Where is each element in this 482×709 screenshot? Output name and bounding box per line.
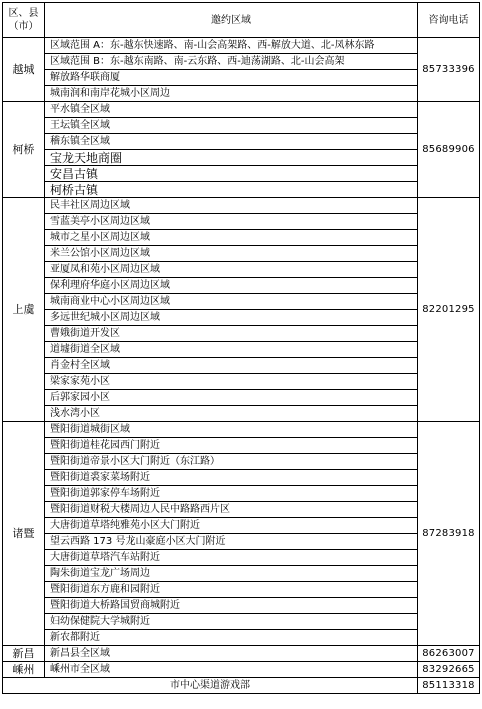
- area-cell: 道墟街道全区域: [45, 342, 418, 358]
- area-cell: 安昌古镇: [45, 166, 418, 182]
- area-cell: 亚厦凤和苑小区周边区域: [45, 262, 418, 278]
- footer-label: 市中心渠道游戏部: [3, 678, 418, 694]
- county-cell: 诸暨: [3, 422, 45, 646]
- phone-cell: 82201295: [418, 198, 480, 422]
- phone-cell: 83292665: [418, 662, 480, 678]
- area-cell: 肖金村全区域: [45, 358, 418, 374]
- area-cell: 曹娥街道开发区: [45, 326, 418, 342]
- area-cell: 城南润和南岸花城小区周边: [45, 86, 418, 102]
- area-cell: 宝龙天地商圈: [45, 150, 418, 166]
- area-cell: 大唐街道草塔纯雅苑小区大门附近: [45, 518, 418, 534]
- header-county-line1: 区、县: [8, 8, 39, 19]
- area-cell: 柯桥古镇: [45, 182, 418, 198]
- area-cell: 暨阳街道帝景小区大门附近（东江路）: [45, 454, 418, 470]
- footer-phone: 85113318: [418, 678, 480, 694]
- table-row: [3, 598, 480, 614]
- table-row: [3, 662, 480, 678]
- area-cell: 民丰社区周边区域: [45, 198, 418, 214]
- table-row: [3, 406, 480, 422]
- area-cell: 解放路华联商厦: [45, 70, 418, 86]
- area-cell: 米兰公馆小区周边区域: [45, 246, 418, 262]
- area-cell: 暨阳街道大桥路国贸商城附近: [45, 598, 418, 614]
- table-row: [3, 294, 480, 310]
- table-row: [3, 502, 480, 518]
- area-cell: 新昌县全区域: [45, 646, 418, 662]
- table-row: [3, 262, 480, 278]
- area-cell: 新农都附近: [45, 630, 418, 646]
- phone-cell: 85689906: [418, 102, 480, 198]
- table-row: [3, 102, 480, 118]
- county-cell: 新昌: [3, 646, 45, 662]
- area-cell: 暨阳街道郭家停车场附近: [45, 486, 418, 502]
- area-cell: 王坛镇全区域: [45, 118, 418, 134]
- table-body: [3, 38, 480, 678]
- table-row: [3, 390, 480, 406]
- table-row: [3, 230, 480, 246]
- header-phone: 咨询电话: [418, 3, 480, 38]
- table-row: [3, 342, 480, 358]
- area-cell: 望云西路 173 号龙山豪庭小区大门附近: [45, 534, 418, 550]
- area-cell: 暨阳街道城街区域: [45, 422, 418, 438]
- table-row: [3, 486, 480, 502]
- area-cell: 稽东镇全区域: [45, 134, 418, 150]
- header-county-line2: （市）: [8, 21, 39, 32]
- table-row: [3, 86, 480, 102]
- table-row: [3, 646, 480, 662]
- area-cell: 嵊州市全区域: [45, 662, 418, 678]
- area-cell: 暨阳街道桂花园西门附近: [45, 438, 418, 454]
- table-row: [3, 326, 480, 342]
- table-row: [3, 134, 480, 150]
- header-area: 邀约区域: [45, 3, 418, 38]
- phone-cell: 86263007: [418, 646, 480, 662]
- area-cell: 保利理府华庭小区周边区域: [45, 278, 418, 294]
- table-row: [3, 38, 480, 54]
- area-cell: 平水镇全区域: [45, 102, 418, 118]
- county-cell: 上虞: [3, 198, 45, 422]
- area-cell: 区域范围 B：东-越东南路、南-云东路、西-迪荡湖路、北-山会高架: [45, 54, 418, 70]
- table-row: [3, 550, 480, 566]
- county-cell: 越城: [3, 38, 45, 102]
- table-row: [3, 582, 480, 598]
- table-row: [3, 566, 480, 582]
- table-row: [3, 470, 480, 486]
- table-row: [3, 614, 480, 630]
- table-row: [3, 422, 480, 438]
- table-row: [3, 310, 480, 326]
- phone-cell: 87283918: [418, 422, 480, 646]
- table-row: [3, 534, 480, 550]
- county-cell: 柯桥: [3, 102, 45, 198]
- table-row: [3, 214, 480, 230]
- area-cell: 浅水湾小区: [45, 406, 418, 422]
- table-row: [3, 54, 480, 70]
- table-row: [3, 630, 480, 646]
- area-cell: 大唐街道草塔汽车站附近: [45, 550, 418, 566]
- table-row: [3, 246, 480, 262]
- area-cell: 城市之星小区周边区域: [45, 230, 418, 246]
- table-row: [3, 454, 480, 470]
- table-row: [3, 150, 480, 166]
- header-county: [3, 3, 45, 38]
- table-row: [3, 182, 480, 198]
- footer-row: [3, 678, 480, 694]
- table-row: [3, 166, 480, 182]
- area-cell: 妇幼保健院大学城附近: [45, 614, 418, 630]
- area-cell: 陶朱街道宝龙广场周边: [45, 566, 418, 582]
- table-header-row: [3, 3, 480, 38]
- area-cell: 后郭家园小区: [45, 390, 418, 406]
- table-row: [3, 358, 480, 374]
- area-cell: 区域范围 A：东-越东快速路、南-山会高架路、西-解放大道、北-凤林东路: [45, 38, 418, 54]
- area-cell: 暨阳街道东方鹿和园附近: [45, 582, 418, 598]
- table-row: [3, 278, 480, 294]
- area-cell: 城南商业中心小区周边区域: [45, 294, 418, 310]
- table-row: [3, 118, 480, 134]
- table-row: [3, 198, 480, 214]
- table-row: [3, 70, 480, 86]
- table-row: [3, 438, 480, 454]
- area-cell: 雪蓝美亭小区周边区域: [45, 214, 418, 230]
- invitation-area-table: [2, 2, 480, 694]
- area-cell: 多远世纪城小区周边区域: [45, 310, 418, 326]
- phone-cell: 85733396: [418, 38, 480, 102]
- area-cell: 暨阳街道财税大楼周边人民中路路西片区: [45, 502, 418, 518]
- area-cell: 暨阳街道裘家菜场附近: [45, 470, 418, 486]
- county-cell: 嵊州: [3, 662, 45, 678]
- table-row: [3, 374, 480, 390]
- table-row: [3, 518, 480, 534]
- area-cell: 梁家家苑小区: [45, 374, 418, 390]
